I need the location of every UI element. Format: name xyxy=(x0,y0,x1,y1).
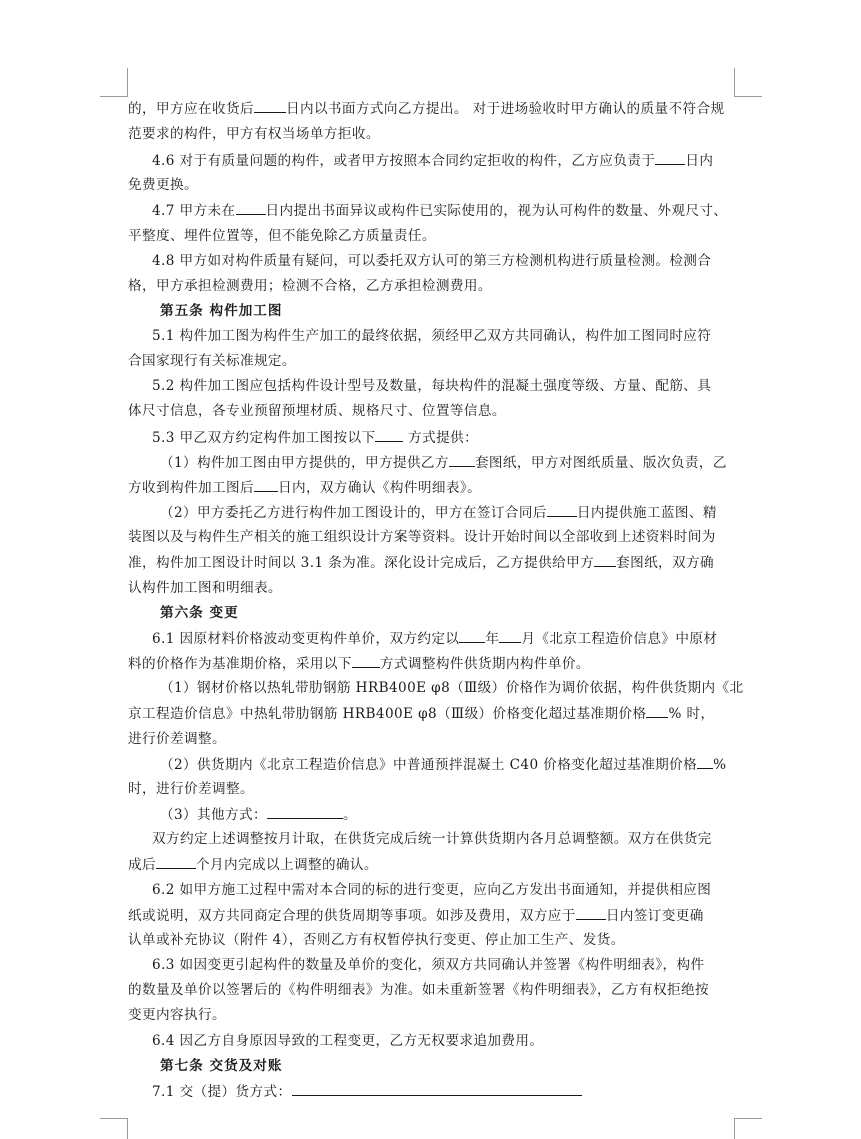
line-33: 纸或说明，双方共同商定合理的供货周期等事项。如涉及费用，双方应于 日内签订变更确 xyxy=(128,908,704,924)
line-31: 成后 个月内完成以上调整的确认。 xyxy=(128,857,378,873)
line-15: （1）构件加工图由甲方提供的，甲方提供乙方 套图纸，甲方对图纸质量、版次负责，乙 xyxy=(160,455,727,471)
line-04: 免费更换。 xyxy=(128,177,198,193)
line-36: 的数量及单价以签署后的《构件明细表》为准。如未重新签署《构件明细表》，乙方有权拒绝按 xyxy=(128,982,709,998)
line-18: 装图以及与构件生产相关的施工组织设计方案等资料。设计开始时间以全部收到上述资料时间为 xyxy=(128,529,716,545)
line-19: 准，构件加工图设计时间以 3.1 条为准。深化设计完成后，乙方提供给甲方 套图纸，双方确 xyxy=(128,555,715,571)
line-22: 6.1 因原材料价格波动变更构件单价，双方约定以 年 月《北京工程造价信息》中原材 xyxy=(152,631,718,647)
line-29: （3）其他方式： 。 xyxy=(160,807,358,823)
crop-mark-top-right-h xyxy=(734,96,762,97)
line-13: 体尺寸信息，各专业预留预埋材质、规格尺寸、位置等信息。 xyxy=(128,403,506,419)
line-07: 4.8 甲方如对构件质量有疑问，可以委托双方认可的第三方检测机构进行质量检测。检测合 xyxy=(152,253,712,269)
line-14: 5.3 甲乙双方约定构件加工图按以下 方式提供： xyxy=(152,430,479,446)
line-25: 京工程造价信息》中热轧带肋钢筋 HRB400E φ8（Ⅲ级）价格变化超过基准期价格 % 时， xyxy=(128,706,715,722)
crop-mark-top-right-v xyxy=(734,68,735,96)
line-28: 时，进行价差调整。 xyxy=(128,781,254,797)
line-06: 平整度、埋件位置等，但不能免除乙方质量责任。 xyxy=(128,228,436,244)
line-12: 5.2 构件加工图应包括构件设计型号及数量，每块构件的混凝土强度等级、方量、配筋、具 xyxy=(152,378,712,394)
line-35: 6.3 如因变更引起构件的数量及单价的变化，须双方共同确认并签署《构件明细表》，构件 xyxy=(152,957,705,973)
line-01: 的，甲方应在收货后 日内以书面方式向乙方提出。 对于进场验收时甲方确认的质量不符合规 xyxy=(128,101,725,117)
line-34: 认单或补充协议（附件 4），否则乙方有权暂停执行变更、停止加工生产、发货。 xyxy=(128,932,625,948)
line-08: 格，甲方承担检测费用；检测不合格，乙方承担检测费用。 xyxy=(128,278,492,294)
crop-mark-bottom-left-v xyxy=(127,1118,128,1139)
section-6-heading: 第六条 变更 xyxy=(160,605,239,621)
line-05: 4.7 甲方未在 日内提出书面异议或构件已实际使用的，视为认可构件的数量、外观尺寸、 xyxy=(152,203,728,219)
line-10: 5.1 构件加工图为构件生产加工的最终依据，须经甲乙双方共同确认，构件加工图同时应符 xyxy=(152,328,712,344)
line-30: 双方约定上述调整按月计取，在供货完成后统一计算供货期内各月总调整额。双方在供货完 xyxy=(152,831,712,847)
line-26: 进行价差调整。 xyxy=(128,731,226,747)
line-37: 变更内容执行。 xyxy=(128,1007,226,1023)
section-5-heading: 第五条 构件加工图 xyxy=(160,303,283,319)
crop-mark-top-left-v xyxy=(127,68,128,96)
line-16: 方收到构件加工图后 日内，双方确认《构件明细表》。 xyxy=(128,480,482,496)
crop-mark-bottom-right-v xyxy=(734,1118,735,1139)
line-02: 范要求的构件，甲方有权当场单方拒收。 xyxy=(128,126,380,142)
line-27: （2）供货期内《北京工程造价信息》中普通预拌混凝土 C40 价格变化超过基准期价格 % xyxy=(160,757,727,773)
line-24: （1）钢材价格以热轧带肋钢筋 HRB400E φ8（Ⅲ级）价格作为调价依据，构件供货期内《北 xyxy=(160,680,744,696)
line-38: 6.4 因乙方自身原因导致的工程变更，乙方无权要求追加费用。 xyxy=(152,1033,544,1049)
crop-mark-top-left-h xyxy=(100,96,128,97)
line-17: （2）甲方委托乙方进行构件加工图设计的，甲方在签订合同后 日内提供施工蓝图、精 xyxy=(160,505,717,521)
line-11: 合国家现行有关标准规定。 xyxy=(128,353,296,369)
crop-mark-bottom-right-h xyxy=(734,1118,762,1119)
crop-mark-bottom-left-h xyxy=(100,1118,128,1119)
line-40: 7.1 交（提）货方式： xyxy=(152,1082,738,1101)
line-03: 4.6 对于有质量问题的构件，或者甲方按照本合同约定拒收的构件，乙方应负责于 日内 xyxy=(152,153,714,169)
section-7-heading: 第七条 交货及对账 xyxy=(160,1058,283,1074)
line-20: 认构件加工图和明细表。 xyxy=(128,580,282,596)
line-23: 料的价格作为基准期价格，采用以下 方式调整构件供货期内构件单价。 xyxy=(128,656,590,672)
line-32: 6.2 如甲方施工过程中需对本合同的标的进行变更，应向乙方发出书面通知，并提供相应图 xyxy=(152,882,712,898)
